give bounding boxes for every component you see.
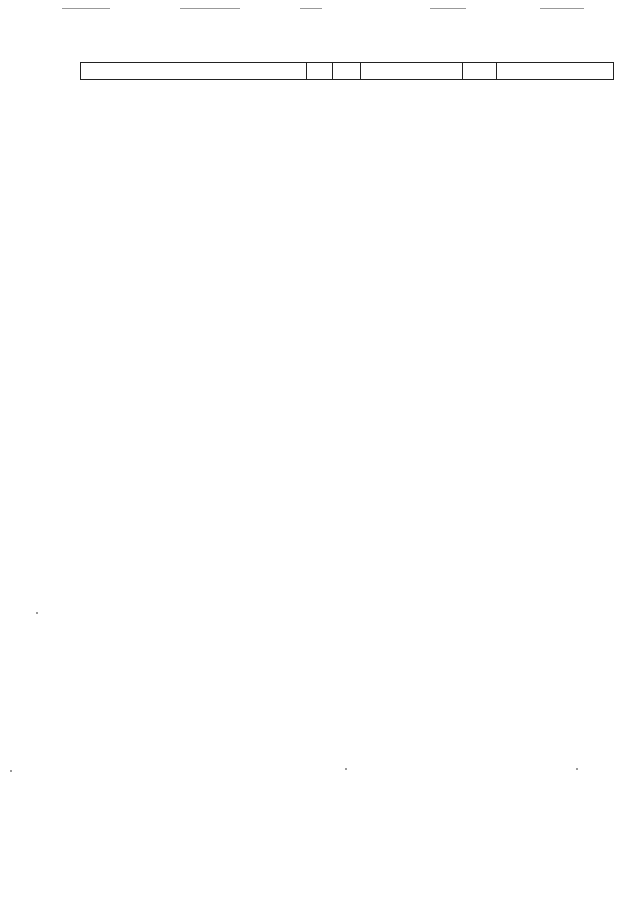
scan-speck [180,8,240,9]
table-header [80,62,614,80]
scan-speck [540,8,584,9]
header-col-3 [333,63,361,79]
header-col-6 [497,63,615,79]
scan-speck [345,768,347,770]
scan-speck [576,768,578,770]
header-col-4 [361,63,463,79]
scan-speck [430,8,466,9]
scan-speck [10,770,12,772]
scan-speck [36,612,38,614]
header-col-2 [307,63,333,79]
header-col-1 [81,63,307,79]
scan-speck [300,8,322,9]
scan-speck [62,8,110,9]
header-col-5 [463,63,497,79]
